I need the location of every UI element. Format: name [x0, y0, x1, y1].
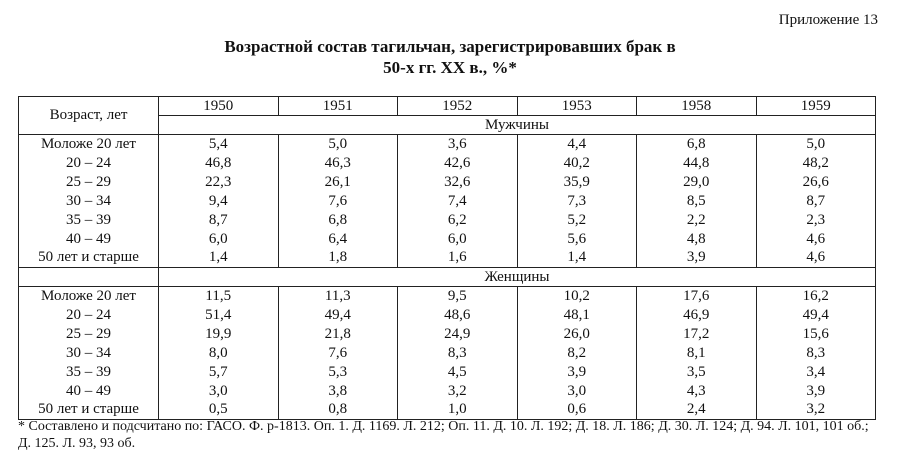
table-cell: 8,5 [637, 192, 757, 211]
table-cell: 48,2 [756, 154, 876, 173]
row-label: 35 – 39 [19, 363, 159, 382]
table-cell: 1,0 [398, 401, 518, 420]
table-cell: 51,4 [159, 306, 279, 325]
table-cell: 44,8 [637, 154, 757, 173]
section-row-women [19, 268, 876, 287]
table-cell: 1,6 [398, 249, 518, 268]
table-cell: 3,9 [756, 382, 876, 401]
section-title-women: Женщины [159, 268, 876, 287]
title-line-2: 50-х гг. XX в., %* [383, 58, 517, 77]
table-cell: 1,4 [159, 249, 279, 268]
table-cell: 29,0 [637, 173, 757, 192]
row-label: 30 – 34 [19, 192, 159, 211]
row-label: 25 – 29 [19, 173, 159, 192]
table-cell: 3,6 [398, 135, 518, 154]
table-row [19, 211, 876, 230]
table-cell: 4,6 [756, 230, 876, 249]
table-cell: 26,0 [517, 325, 637, 344]
table-cell: 49,4 [756, 306, 876, 325]
table-cell: 11,3 [278, 287, 398, 306]
age-composition-table [18, 96, 876, 420]
table-cell: 4,8 [637, 230, 757, 249]
table-cell: 16,2 [756, 287, 876, 306]
table-cell: 4,3 [637, 382, 757, 401]
table-row [19, 363, 876, 382]
table-cell: 1,4 [517, 249, 637, 268]
table-cell: 8,7 [159, 211, 279, 230]
table-cell: 7,3 [517, 192, 637, 211]
table-cell: 5,3 [278, 363, 398, 382]
table-cell: 8,1 [637, 344, 757, 363]
table-cell: 2,2 [637, 211, 757, 230]
table-row [19, 401, 876, 420]
table-cell: 19,9 [159, 325, 279, 344]
table-cell: 5,0 [278, 135, 398, 154]
table-cell: 9,5 [398, 287, 518, 306]
table-cell: 4,5 [398, 363, 518, 382]
table-row [19, 154, 876, 173]
table-cell: 26,1 [278, 173, 398, 192]
table-row [19, 287, 876, 306]
table-row [19, 249, 876, 268]
row-label: Моложе 20 лет [19, 287, 159, 306]
table-row [19, 306, 876, 325]
table-cell: 42,6 [398, 154, 518, 173]
row-label: 40 – 49 [19, 230, 159, 249]
year-header: 1958 [637, 97, 757, 116]
table-cell: 48,6 [398, 306, 518, 325]
table-cell: 8,7 [756, 192, 876, 211]
table-cell: 5,0 [756, 135, 876, 154]
table-cell: 46,3 [278, 154, 398, 173]
table-cell: 26,6 [756, 173, 876, 192]
table-row [19, 230, 876, 249]
table-row [19, 192, 876, 211]
year-header: 1951 [278, 97, 398, 116]
table-cell: 49,4 [278, 306, 398, 325]
table-cell: 5,7 [159, 363, 279, 382]
table-cell: 3,0 [159, 382, 279, 401]
row-label: 20 – 24 [19, 306, 159, 325]
table-cell: 35,9 [517, 173, 637, 192]
row-label: 25 – 29 [19, 325, 159, 344]
table-cell: 15,6 [756, 325, 876, 344]
table-cell: 3,5 [637, 363, 757, 382]
table-cell: 1,8 [278, 249, 398, 268]
row-label: 35 – 39 [19, 211, 159, 230]
table-cell: 4,6 [756, 249, 876, 268]
table-row [19, 173, 876, 192]
year-header: 1952 [398, 97, 518, 116]
table-cell: 5,4 [159, 135, 279, 154]
table-cell: 11,5 [159, 287, 279, 306]
row-label: 40 – 49 [19, 382, 159, 401]
table-cell: 7,4 [398, 192, 518, 211]
table-cell: 10,2 [517, 287, 637, 306]
table-cell: 6,8 [278, 211, 398, 230]
table-cell: 5,6 [517, 230, 637, 249]
table-cell: 5,2 [517, 211, 637, 230]
table-cell: 3,0 [517, 382, 637, 401]
table-cell: 21,8 [278, 325, 398, 344]
table-cell: 4,4 [517, 135, 637, 154]
table-title [0, 36, 900, 78]
table-cell: 8,3 [756, 344, 876, 363]
table-cell: 22,3 [159, 173, 279, 192]
table-cell: 7,6 [278, 192, 398, 211]
table-row [19, 344, 876, 363]
row-label: 50 лет и старше [19, 401, 159, 420]
source-footnote: * Составлено и подсчитано по: ГАСО. Ф. р-1813. Оп. 1. Д. 1169. Л. 212; Оп. 11. Д. 10. Л. 192; Д. 18. Л. 186; Д. 30. Л. 124; Д. 94. Л. 101, 101 об.; Д. 125. Л. 93, 93 об. [18, 419, 869, 451]
table-cell: 0,5 [159, 401, 279, 420]
table-cell: 32,6 [398, 173, 518, 192]
table-cell: 17,6 [637, 287, 757, 306]
title-line-1: Возрастной состав тагильчан, зарегистрировавших брак в [224, 37, 676, 56]
table-cell: 6,0 [159, 230, 279, 249]
table-cell: 6,0 [398, 230, 518, 249]
section-spacer [19, 268, 159, 287]
header-row [19, 97, 876, 116]
appendix-label: Приложение 13 [778, 12, 878, 28]
table-cell: 6,4 [278, 230, 398, 249]
table-cell: 48,1 [517, 306, 637, 325]
table-row [19, 382, 876, 401]
table-cell: 40,2 [517, 154, 637, 173]
table-cell: 2,4 [637, 401, 757, 420]
table-cell: 46,9 [637, 306, 757, 325]
table-cell: 3,8 [278, 382, 398, 401]
table-cell: 3,9 [517, 363, 637, 382]
table-cell: 3,2 [398, 382, 518, 401]
row-label: Моложе 20 лет [19, 135, 159, 154]
table-cell: 17,2 [637, 325, 757, 344]
corner-header: Возраст, лет [19, 97, 159, 135]
table-cell: 8,3 [398, 344, 518, 363]
table-cell: 0,6 [517, 401, 637, 420]
table-cell: 3,2 [756, 401, 876, 420]
table-cell: 2,3 [756, 211, 876, 230]
table-cell: 0,8 [278, 401, 398, 420]
table-cell: 8,2 [517, 344, 637, 363]
year-header: 1950 [159, 97, 279, 116]
table-cell: 9,4 [159, 192, 279, 211]
section-body-women [19, 287, 876, 420]
table-cell: 6,8 [637, 135, 757, 154]
table-cell: 24,9 [398, 325, 518, 344]
table-row [19, 325, 876, 344]
year-header: 1953 [517, 97, 637, 116]
year-header: 1959 [756, 97, 876, 116]
section-title-men: Мужчины [159, 116, 876, 135]
table-cell: 6,2 [398, 211, 518, 230]
table-cell: 3,4 [756, 363, 876, 382]
table-cell: 46,8 [159, 154, 279, 173]
row-label: 20 – 24 [19, 154, 159, 173]
row-label: 50 лет и старше [19, 249, 159, 268]
table-cell: 7,6 [278, 344, 398, 363]
table-cell: 8,0 [159, 344, 279, 363]
row-label: 30 – 34 [19, 344, 159, 363]
table-row [19, 135, 876, 154]
table-cell: 3,9 [637, 249, 757, 268]
section-body-men [19, 135, 876, 268]
